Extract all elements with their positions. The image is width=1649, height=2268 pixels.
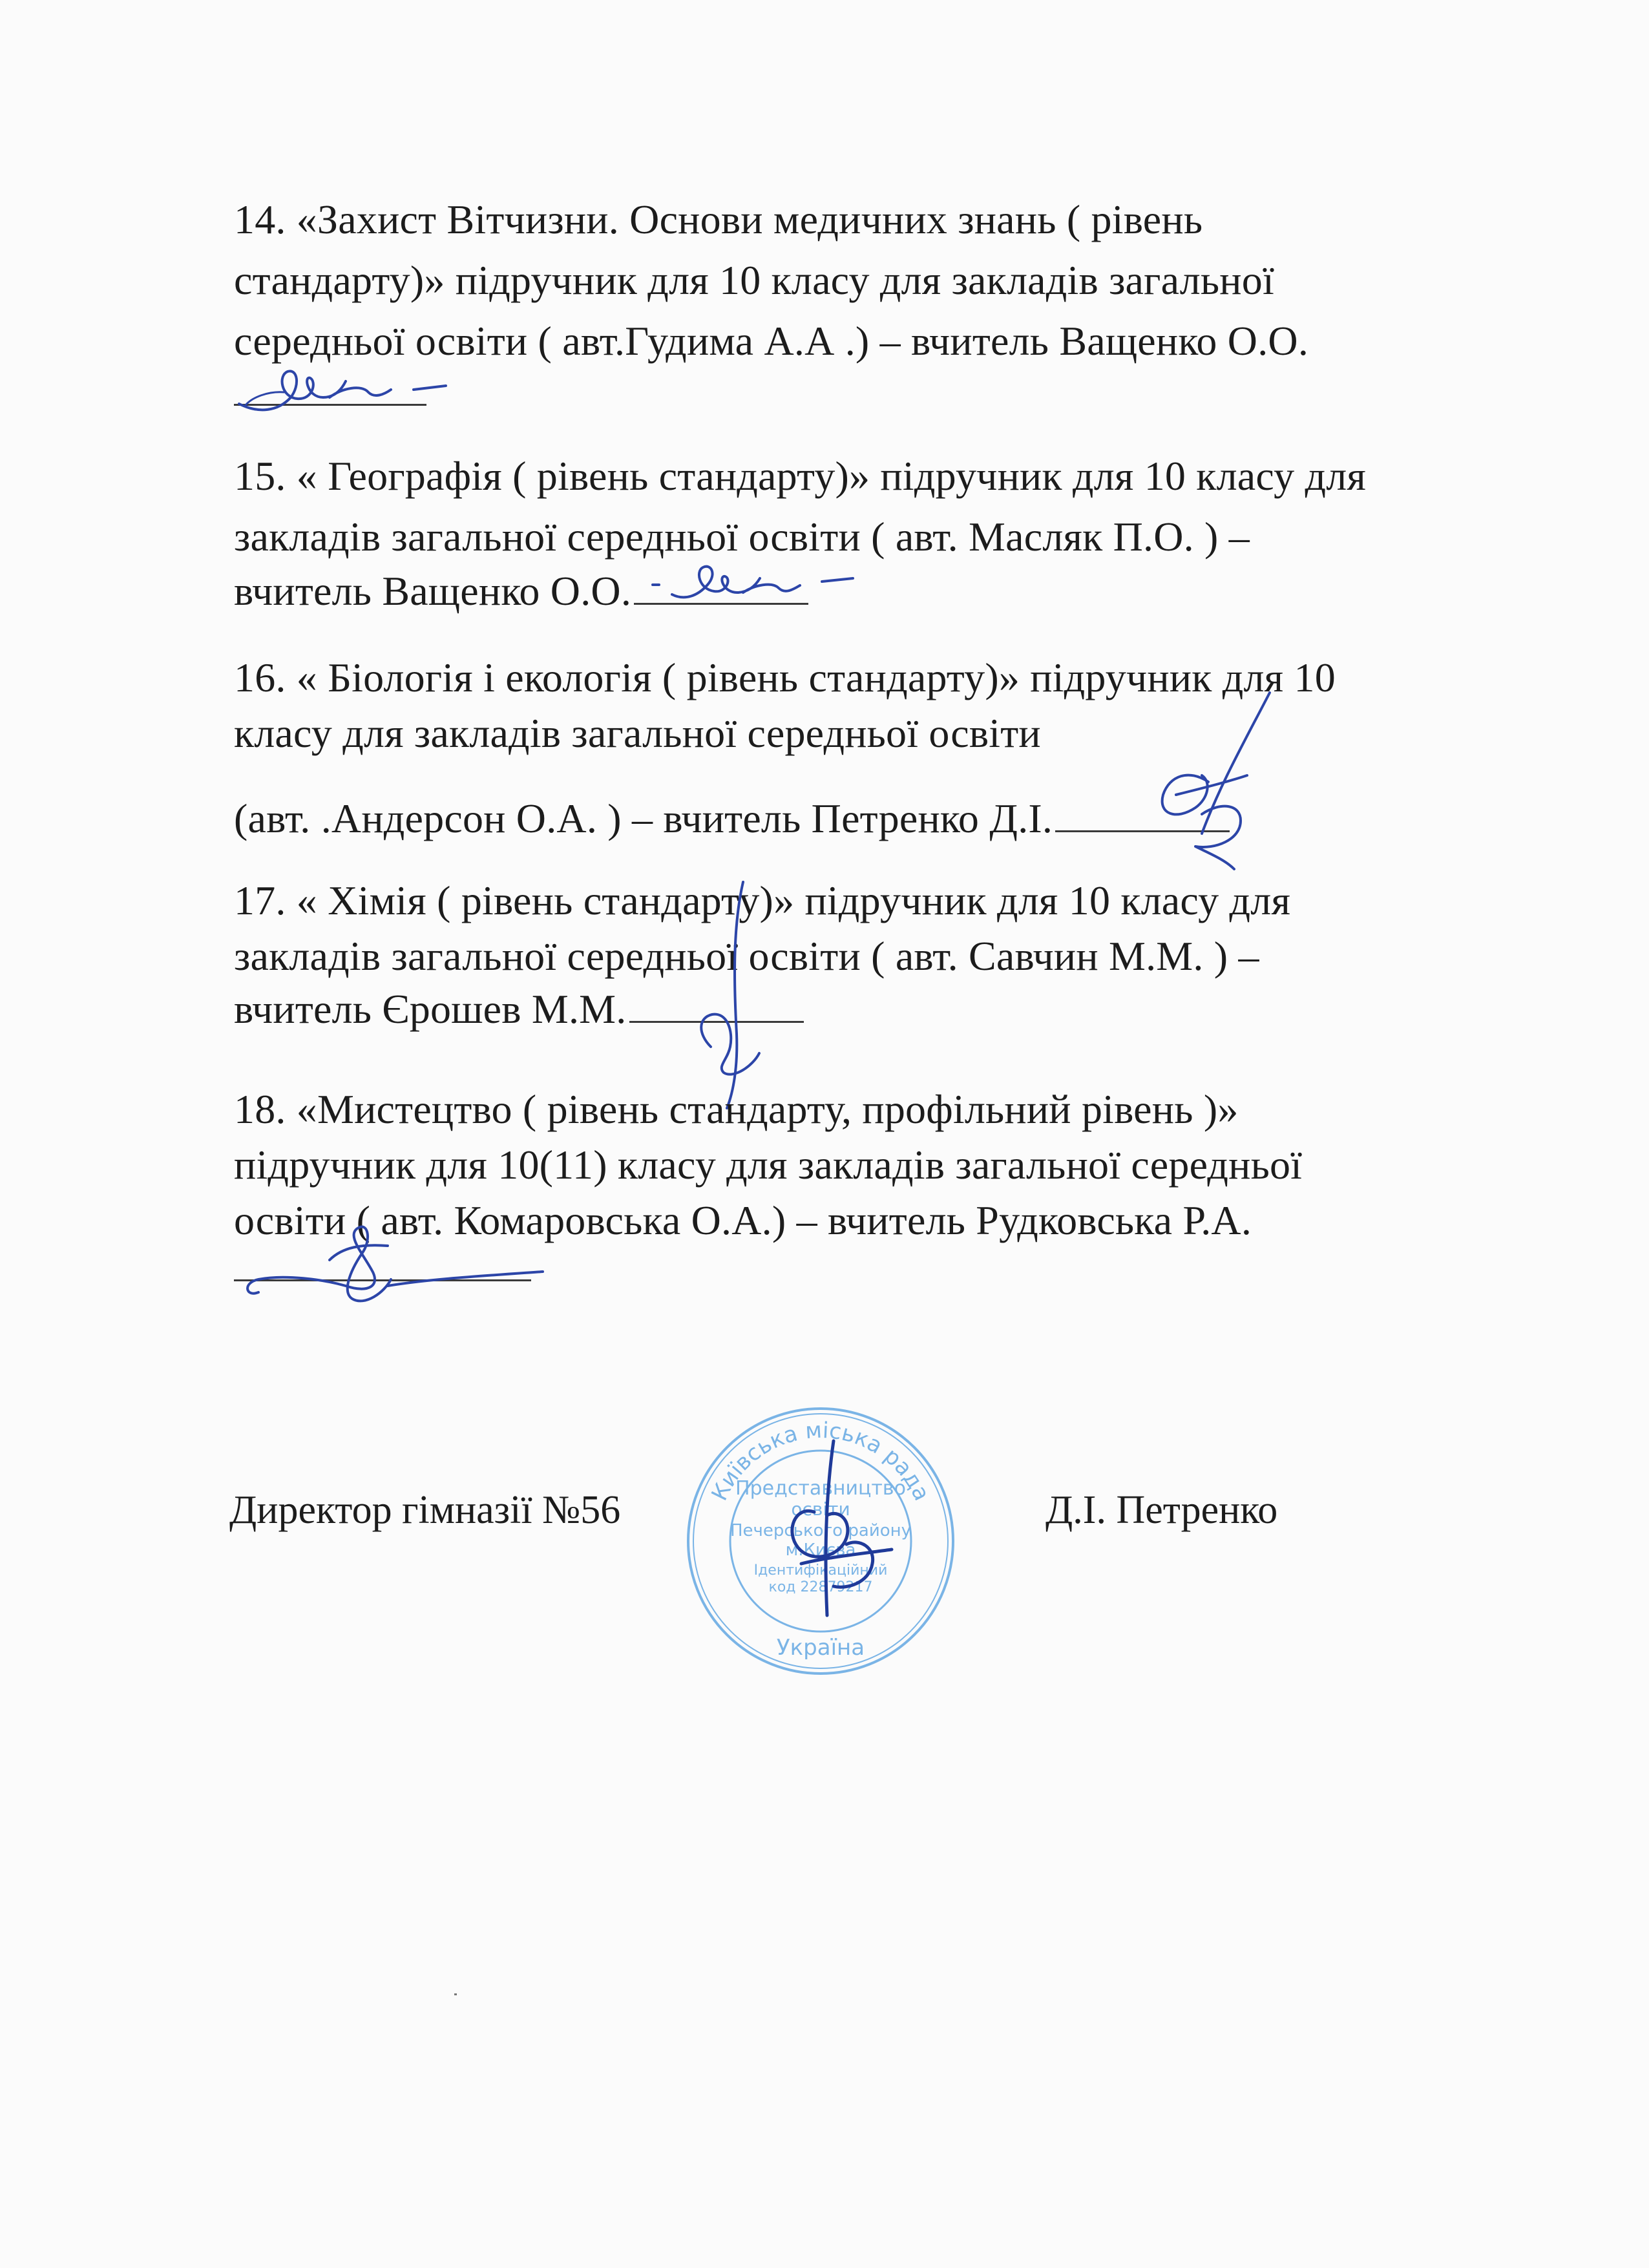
signature-underline <box>634 596 808 605</box>
signature-underline <box>234 1273 531 1281</box>
item-14-line-3: середньої освіти ( авт.Гудима А.А .) – вчитель Ващенко О.О. <box>234 318 1309 364</box>
item-17-line-3 <box>234 985 804 1033</box>
stamp-inner-line-2: освіти <box>791 1498 850 1520</box>
item-16-line-2: класу для закладів загальної середньої освіти <box>234 710 1041 756</box>
stamp-inner-line-6: код 22879217 <box>768 1579 873 1595</box>
item-15-line-3-text: вчитель Ващенко О.О. <box>234 568 632 614</box>
signature-underline <box>234 397 426 406</box>
item-16-line-3-text: (авт. .Андерсон О.А. ) – вчитель Петренко Д.І. <box>234 795 1053 841</box>
item-14-line-1: 14. «Захист Вітчизни. Основи медичних знань ( рівень <box>234 196 1203 242</box>
item-18-line-3: освіти ( авт. Комаровська О.А.) – вчитель Рудковська Р.А. <box>234 1197 1252 1243</box>
item-14-signature-line <box>234 368 426 407</box>
stamp-inner-line-1: Представництво <box>735 1477 906 1500</box>
stamp-bottom-text: Україна <box>776 1635 865 1661</box>
item-18-signature-line <box>234 1244 531 1283</box>
signature-underline <box>1055 824 1230 832</box>
item-18-line-1: 18. «Мистецтво ( рівень стандарту, профільний рівень )» <box>234 1086 1239 1132</box>
stamp-inner-line-3: Печерського району <box>730 1521 912 1540</box>
stamp-inner-line-5: Ідентифікаційний <box>753 1562 888 1579</box>
stamp-outer-text: Київська міська рада <box>706 1417 935 1505</box>
item-14-line-2: стандарту)» підручник для 10 класу для закладів загальної <box>234 257 1274 303</box>
official-stamp <box>666 1386 976 1696</box>
director-position: Директор гімназії №56 <box>229 1488 621 1532</box>
signature-underline <box>629 1014 804 1023</box>
item-17-line-1: 17. « Хімія ( рівень стандарту)» підручник для 10 класу для <box>234 877 1291 923</box>
item-18-line-2: підручник для 10(11) класу для закладів загальної середньої <box>234 1142 1303 1188</box>
item-16-line-1: 16. « Біологія і екологія ( рівень стандарту)» підручник для 10 <box>234 655 1336 700</box>
item-15-line-1: 15. « Географія ( рівень стандарту)» підручник для 10 класу для <box>234 453 1367 499</box>
item-15-line-3 <box>234 567 808 615</box>
item-15-line-2: закладів загальної середньої освіти ( авт. Масляк П.О. ) – <box>234 514 1250 560</box>
item-17-line-3-text: вчитель Єрошев М.М. <box>234 986 627 1032</box>
item-17-line-2: закладів загальної середньої освіти ( авт. Савчин М.М. ) – <box>234 933 1259 979</box>
item-16-line-3 <box>234 795 1230 843</box>
signature-petrenko-1 <box>1111 685 1299 879</box>
director-name: Д.І. Петренко <box>1045 1488 1278 1532</box>
stamp-inner-line-4: м.Києва <box>785 1540 856 1560</box>
scan-speck <box>454 1993 457 1995</box>
